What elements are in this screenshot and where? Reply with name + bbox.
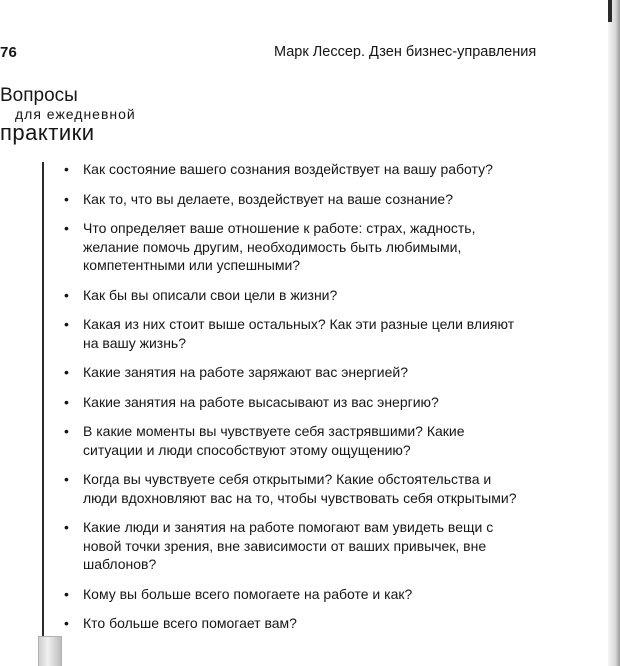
question-text: Какая из них стоит выше остальных? Как эти разные цели влияют на вашу жизнь? [83, 316, 515, 351]
page-number: 76 [0, 44, 18, 61]
bullet-icon: • [64, 471, 69, 487]
question-item [64, 286, 524, 305]
question-text: Что определяет ваше отношение к работе: страх, жадность, желание помочь другим, необходимость быть любимыми, компетентными или успешными? [83, 220, 476, 273]
section-title-line3: практики [0, 120, 95, 145]
question-text: В какие моменты вы чувствуете себя застрявшими? Какие ситуации и люди способствуют этому ощущению? [83, 423, 465, 458]
question-item [64, 518, 524, 574]
question-item [64, 585, 524, 604]
bullet-icon: • [64, 364, 69, 380]
bullet-icon: • [64, 190, 69, 207]
question-text: Какие люди и занятия на работе помогают вам увидеть вещи с новой точки зрения, вне зависимости от ваших привычек, вне шаблонов? [83, 519, 494, 572]
bullet-icon: • [64, 519, 69, 535]
question-item [64, 363, 524, 382]
question-text: Какие занятия на работе заряжают вас энергией? [83, 364, 408, 380]
vertical-rule [42, 162, 44, 640]
question-text: Кто больше всего помогает вам? [83, 615, 297, 631]
question-item [64, 160, 524, 179]
bullet-icon: • [64, 585, 69, 602]
question-text: Кому вы больше всего помогаете на работе и как? [83, 585, 413, 602]
section-title-line1: Вопросы [0, 85, 78, 106]
question-item [64, 470, 524, 507]
question-item [64, 422, 524, 459]
question-list [64, 160, 524, 644]
bullet-icon: • [64, 161, 69, 177]
page-edge-shadow [608, 0, 620, 666]
bullet-icon: • [64, 286, 69, 303]
page-edge-mark [608, 0, 612, 22]
bullet-icon: • [64, 316, 69, 332]
question-text: Какие занятия на работе высасывают из вас энергию? [83, 393, 439, 410]
question-item [64, 393, 524, 412]
question-text: Как бы вы описали свои цели в жизни? [83, 286, 338, 303]
running-head: Марк Лессер. Дзен бизнес-управления [274, 44, 537, 60]
scan-corner-mark [38, 636, 62, 666]
question-item [64, 315, 524, 352]
question-item [64, 614, 524, 633]
bullet-icon: • [64, 393, 69, 410]
question-text: Когда вы чувствуете себя открытыми? Какие обстоятельства и люди вдохновляют вас на то, чтобы чувствовать себя открытыми? [83, 471, 517, 506]
bullet-icon: • [64, 423, 69, 439]
question-text: Как то, что вы делаете, воздействует на ваше сознание? [83, 190, 454, 207]
question-item [64, 219, 524, 275]
bullet-icon: • [64, 220, 69, 236]
bullet-icon: • [64, 615, 69, 631]
question-item [64, 190, 524, 209]
question-text: Как состояние вашего сознания воздействует на вашу работу? [83, 161, 493, 177]
section-title-line2: для ежедневной [15, 106, 136, 122]
